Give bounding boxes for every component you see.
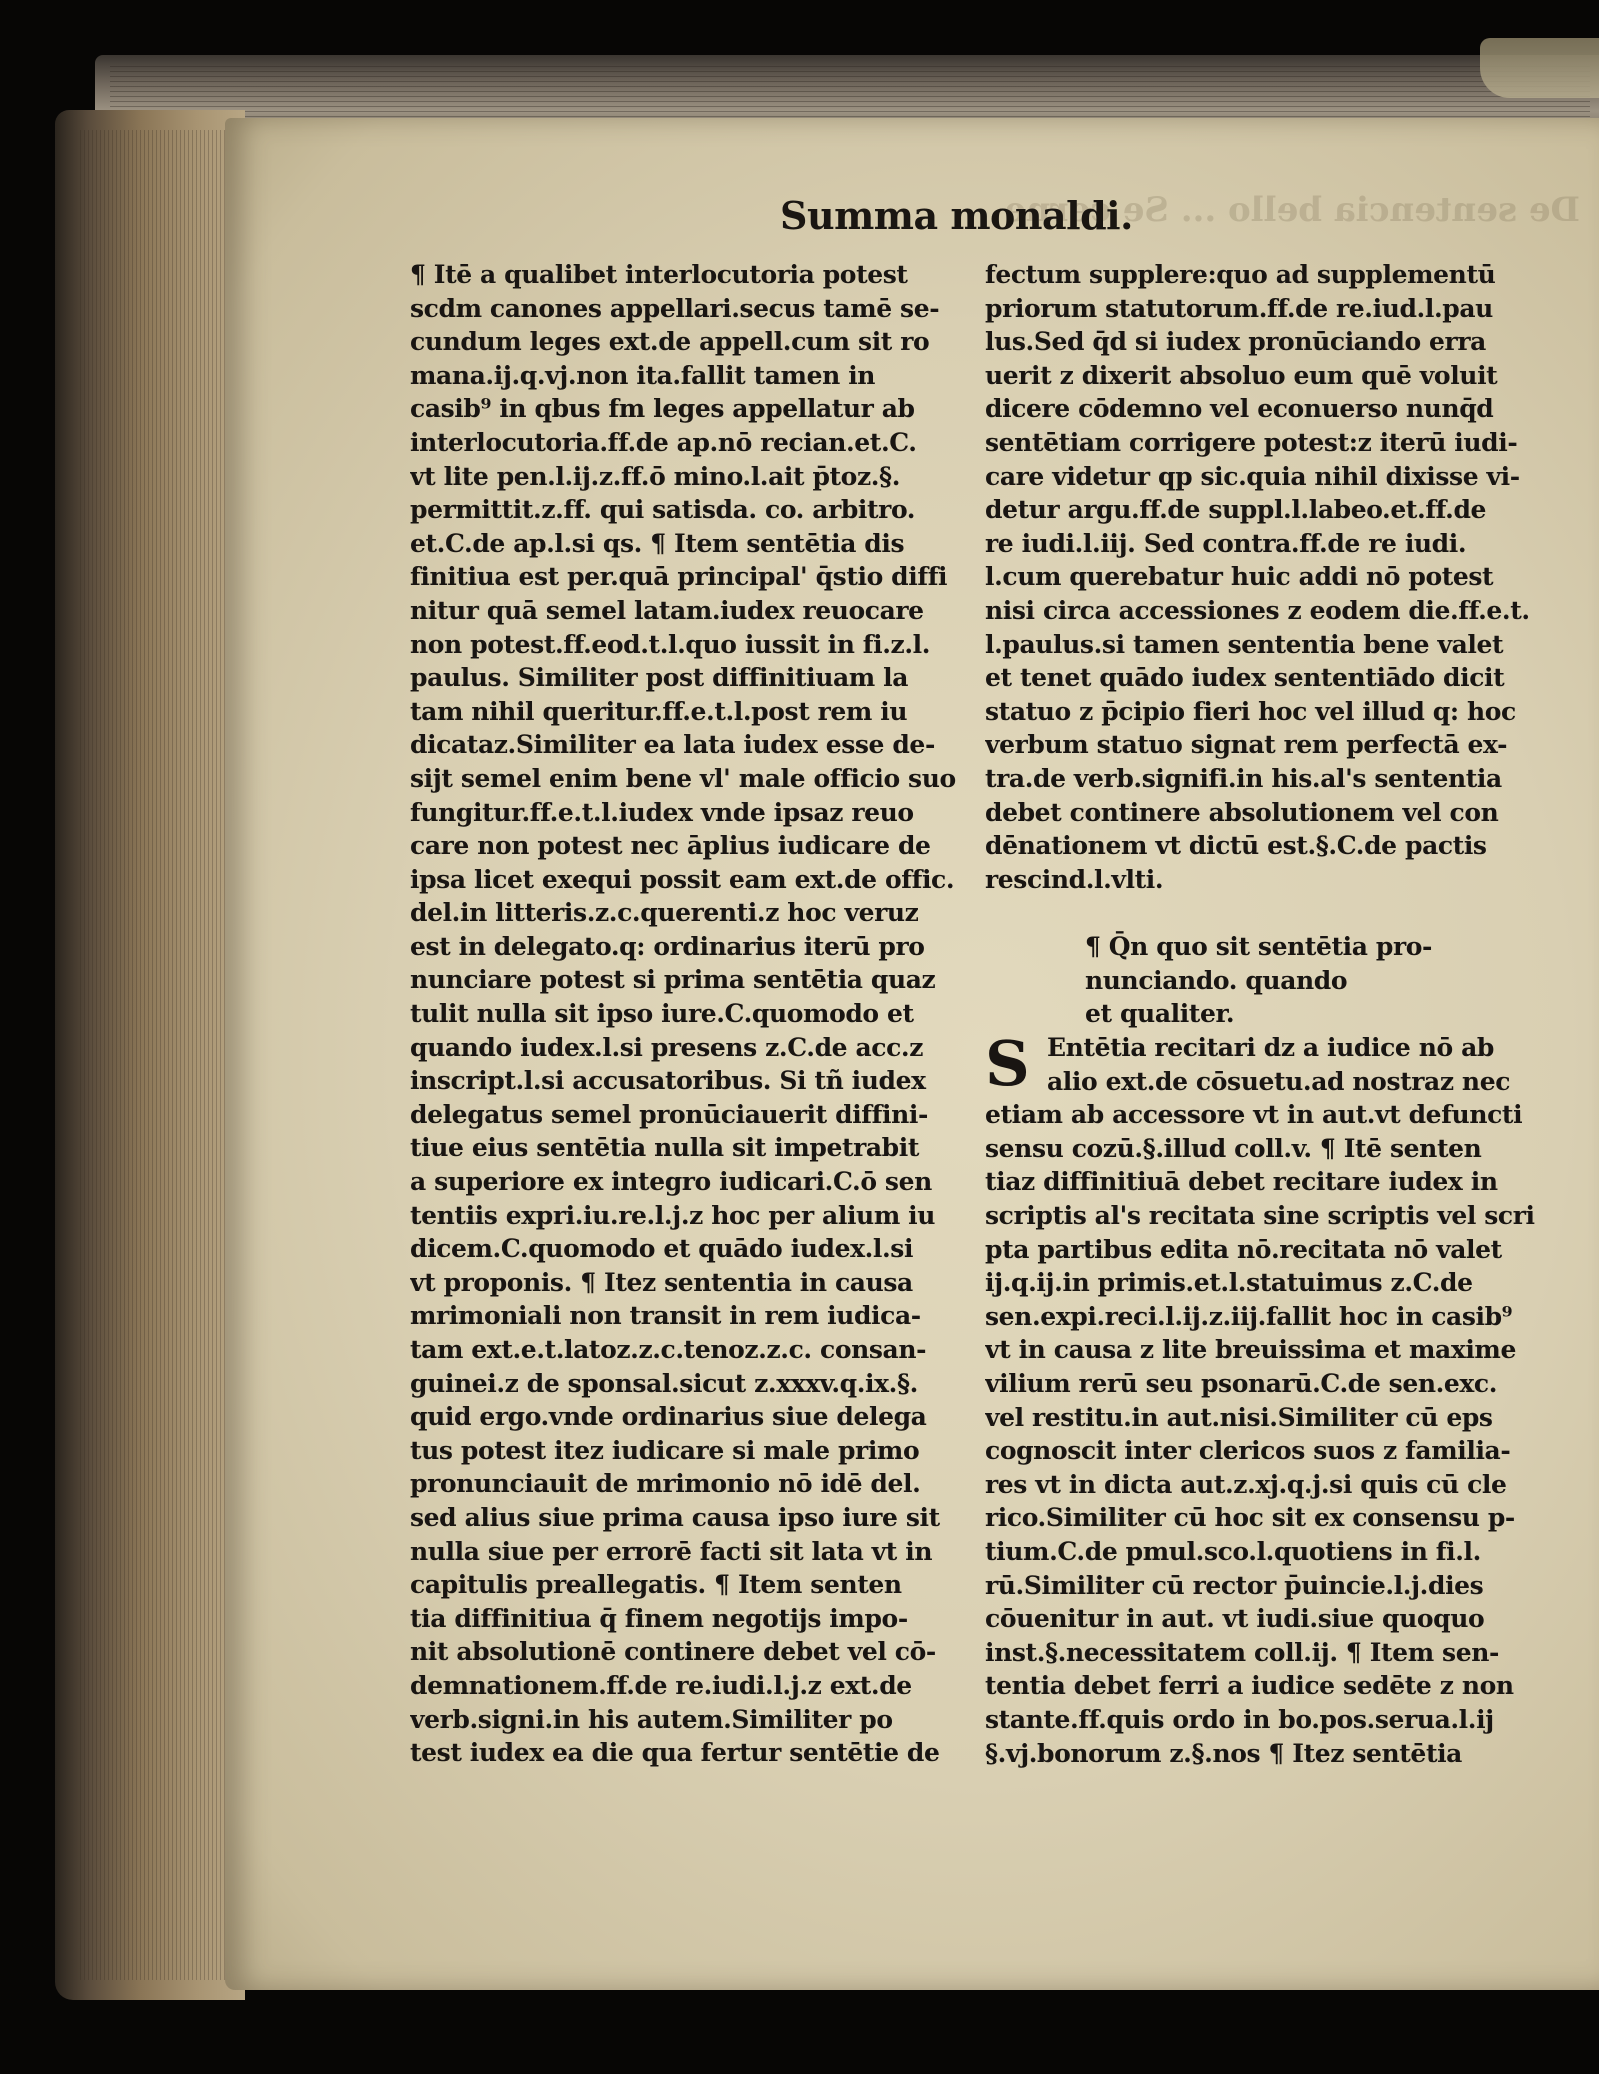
text-line: alio ext.de cōsuetu.ad nostraz nec [1047,1066,1511,1096]
text-line: statuo z p̄cipio fieri hoc vel illud q: hoc [985,696,1516,726]
book-top-edge-texture [110,66,1590,126]
text-line: tam ext.e.t.latoz.z.c.tenoz.z.c. consan- [410,1335,927,1364]
text-line: vt in causa z lite breuissima et maxime [985,1335,1516,1365]
text-line: del.in litteris.z.c.querenti.z hoc veruz [410,898,919,928]
text-line: vilium rerū seu psonarū.C.de sen.exc. [985,1369,1498,1398]
text-line: uerit z dixerit absoluo eum quē voluit [985,360,1498,390]
text-line: lus.Sed q̄d si iudex pronūciando erra [985,327,1486,357]
dropcap-initial: S [985,1027,1030,1101]
text-line: care videtur qp sic.quia nihil dixisse vi- [985,461,1520,491]
text-line: dicataz.Similiter ea lata iudex esse de- [410,730,935,760]
text-line: sed alius siue prima causa ipso iure sit [410,1502,940,1532]
text-line: dicere cōdemno vel econuerso nunq̄d [985,394,1494,424]
bookmark-ribbon [1480,38,1599,98]
text-line: tus potest itez iudicare si male primo [410,1435,920,1465]
text-line: a superiore ex integro iudicari.C.ō sen [410,1167,932,1197]
text-line: debet continere absolutionem vel con [985,797,1499,827]
text-line: permittit.z.ff. qui satisda. co. arbitro. [410,495,916,525]
text-line: sen.expi.reci.l.ij.z.iij.fallit hoc in casib⁹ [985,1301,1513,1331]
right-text-column [985,258,1540,1770]
text-line: demnationem.ff.de re.iudi.l.j.z ext.de [410,1670,912,1700]
text-line: non potest.ff.eod.t.l.quo iussit in fi.z.l. [410,629,931,659]
text-line: inscript.l.si accusatoribus. Si tñ iudex [410,1066,926,1096]
text-line: tium.C.de pmul.sco.l.quotiens in fi.l. [985,1536,1481,1566]
text-line: detur argu.ff.de suppl.l.labeo.et.ff.de [985,495,1487,525]
text-line: quando iudex.l.si presens z.C.de acc.z [410,1032,924,1062]
text-line: mana.ij.q.vj.non ita.fallit tamen in [410,360,876,390]
text-line: rico.Similiter cū hoc sit ex consensu p- [985,1503,1515,1533]
text-line: ij.q.ij.in primis.et.l.statuimus z.C.de [985,1268,1473,1298]
text-line: rescind.l.vlti. [985,864,1164,894]
text-line: re iudi.l.iij. Sed contra.ff.de re iudi. [985,528,1467,558]
text-line: ipsa licet exequi possit eam ext.de offic. [410,864,955,894]
text-line: nunciare potest si prima sentētia quaz [410,965,936,995]
text-line: finitiua est per.quā principal' q̄stio diffi [410,562,948,592]
text-line: mrimoniali non transit in rem iudica- [410,1301,921,1331]
text-line: pronunciauit de mrimonio nō idē del. [410,1469,921,1499]
text-line: casib⁹ in qbus fm leges appellatur ab [410,394,915,424]
text-line: tentia debet ferri a iudice sedēte z non [985,1671,1514,1701]
bleed-through-text: De sentencia bello ... Se cerne [1004,190,1580,230]
text-line: inst.§.necessitatem coll.ij. ¶ Item sen- [985,1637,1499,1667]
text-line: verbum statuo signat rem perfectā ex- [985,730,1508,760]
text-line: sentētiam corrigere potest:z iterū iudi- [985,427,1518,457]
text-line: scdm canones appellari.secus tamē se- [410,293,940,323]
text-line: dicem.C.quomodo et quādo iudex.l.si [410,1234,914,1264]
text-line: guinei.z de sponsal.sicut z.xxxv.q.ix.§. [410,1368,918,1398]
left-text-column [410,258,970,1770]
text-line: priorum statutorum.ff.de re.iud.l.pau [985,293,1493,323]
text-line: tia diffinitiua q̄ finem negotijs impo- [410,1603,908,1633]
text-line: cōuenitur in aut. vt iudi.siue quoquo [985,1604,1485,1634]
text-line: tiue eius sentētia nulla sit impetrabit [410,1133,919,1163]
text-line: verb.signi.in his autem.Similiter po [410,1704,893,1734]
text-line: stante.ff.quis ordo in bo.pos.serua.l.ij [985,1704,1494,1734]
text-line: §.vj.bonorum z.§.nos ¶ Itez sentētia [985,1738,1462,1768]
text-line: interlocutoria.ff.de ap.nō recian.et.C. [410,427,917,457]
text-line: etiam ab accessore vt in aut.vt defuncti [985,1100,1523,1130]
text-line: nulla siue per errorē facti sit lata vt in [410,1536,933,1566]
text-line: cundum leges ext.de appell.cum sit ro [410,327,930,357]
text-line: nisi circa accessiones z eodem die.ff.e.t. [985,595,1530,625]
text-line: quid ergo.vnde ordinarius siue delega [410,1402,927,1432]
text-line: paulus. Similiter post diffinitiuam la [410,663,909,693]
text-line: fectum supplere:quo ad supplementū [985,260,1496,289]
text-line: vel restitu.in aut.nisi.Similiter cū eps [985,1402,1493,1432]
text-line: pta partibus edita nō.recitata nō valet [985,1234,1502,1264]
text-line: delegatus semel pronūciauerit diffini- [410,1099,928,1129]
text-line: vt proponis. ¶ Itez sententia in causa [410,1267,913,1297]
text-line: scriptis al's recitata sine scriptis vel scri [985,1201,1535,1231]
text-line: tra.de verb.signifi.in his.al's sententia [985,763,1502,793]
text-line: dēnationem vt dictū est.§.C.de pactis [985,831,1487,861]
text-line: l.cum querebatur huic addi nō potest [985,562,1494,592]
text-line: Entētia recitari dz a iudice nō ab [1047,1033,1494,1063]
text-line: tam nihil queritur.ff.e.t.l.post rem iu [410,696,908,726]
text-line: tulit nulla sit ipso iure.C.quomodo et [410,999,914,1029]
page-title: Summa monaldi. [780,193,1133,238]
text-line: est in delegato.q: ordinarius iterū pro [410,931,925,961]
text-line: capitulis preallegatis. ¶ Item senten [410,1570,902,1600]
text-line: rū.Similiter cū rector p̄uincie.l.j.dies [985,1570,1484,1600]
text-line: l.paulus.si tamen sententia bene valet [985,629,1504,659]
text-line: ¶ Itē a qualibet interlocutoria potest [410,260,908,289]
text-line: ¶ Q̄n quo sit sentētia pro- [1085,932,1432,962]
text-line: fungitur.ff.e.t.l.iudex vnde ipsaz reuo [410,797,914,827]
text-line: test iudex ea die qua fertur sentētie de [410,1738,940,1768]
text-line: sijt semel enim bene vl' male officio suo [410,763,956,793]
section-gap [985,896,1540,930]
text-line: tentiis expri.iu.re.l.j.z hoc per alium iu [410,1200,936,1230]
book-fore-edge-texture [80,130,230,1980]
text-line: et tenet quādo iudex sententiādo dicit [985,663,1505,693]
text-line: res vt in dicta aut.z.xj.q.j.si quis cū cle [985,1469,1507,1499]
dropcap-paragraph [985,1027,1540,1101]
text-line: et qualiter. [1085,999,1235,1029]
text-line: nunciando. quando [1085,965,1348,995]
text-line: nit absolutionē continere debet vel cō- [410,1637,936,1667]
text-line: et.C.de ap.l.si qs. ¶ Item sentētia dis [410,528,905,558]
text-line: nitur quā semel latam.iudex reuocare [410,595,924,625]
text-line: cognoscit inter clericos suos z familia- [985,1436,1511,1466]
text-line: vt lite pen.l.ij.z.ff.ō mino.l.ait p̄toz.§. [410,461,901,491]
text-line: care non potest nec āplius iudicare de [410,831,931,861]
text-line: sensu cozū.§.illud coll.v. ¶ Itē senten [985,1133,1482,1163]
text-line: tiaz diffinitiuā debet recitare iudex in [985,1167,1498,1197]
